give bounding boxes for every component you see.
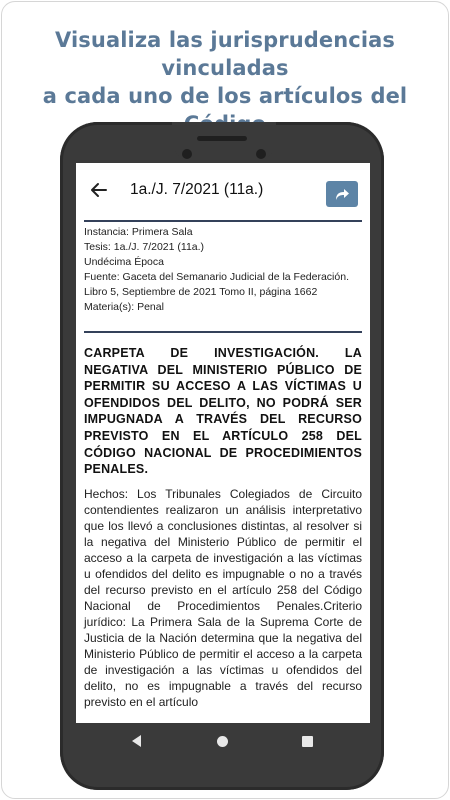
page-title: 1a./J. 7/2021 (11a.)	[130, 181, 264, 198]
back-arrow-icon[interactable]	[88, 179, 110, 201]
thesis-body: Hechos: Los Tribunales Colegiados de Circuito contendientes realizaron un análisis interpretativo que los llevó a conclusiones distintas, al resolver si la negativa del Ministerio Público de permitir el acceso a la carpeta de investigación a las víctimas u ofendidos del delito es impugnable o no a través del recurso previsto en el artículo 258 del Código Nacional de Procedimientos Penales.Criterio jurídico: La Primera Sala de la Suprema Corte de Justicia de la Nación determina que la negativa del Ministerio Público de permitir el acceso a la carpeta de investigación a las víctimas u ofendidos del delito, no es impugnable a través del recurso previsto en el artículo	[84, 487, 362, 709]
nav-back-triangle-icon[interactable]	[132, 735, 141, 747]
thesis-heading: CARPETA DE INVESTIGACIÓN. LA NEGATIVA DEL MINISTERIO PÚBLICO DE PERMITIR SU ACCESO A LAS VÍCTIMAS U OFENDIDOS DEL DELITO, NO PODRÁ SER IMPUGNADA A TRAVÉS DEL RECURSO PREVISTO EN EL ARTÍCULO 258 DEL CÓDIGO NACIONAL DE PROCEDIMIENTOS PENALES.	[84, 346, 362, 477]
divider-top	[84, 220, 362, 222]
promo-headline-line1: Visualiza las jurisprudencias vinculadas	[55, 28, 395, 80]
meta-epoca: Undécima Época	[84, 256, 164, 268]
nav-home-circle-icon[interactable]	[217, 736, 228, 747]
proximity-sensor-icon	[256, 149, 266, 159]
promo-headline-line2: a cada uno de los artículos del	[42, 84, 408, 108]
meta-fuente: Fuente: Gaceta del Semanario Judicial de la Federación. Libro 5, Septiembre de 2021 Tomo II, página 1662	[84, 271, 349, 298]
thesis-metadata	[84, 225, 362, 315]
front-camera-icon	[182, 149, 192, 159]
speaker-grille	[197, 136, 247, 141]
phone-screen	[76, 163, 370, 723]
meta-instancia: Instancia: Primera Sala	[84, 226, 193, 238]
share-arrow-icon	[334, 186, 350, 202]
meta-materia: Materia(s): Penal	[84, 301, 164, 313]
meta-tesis: Tesis: 1a./J. 7/2021 (11a.)	[84, 241, 205, 253]
share-button[interactable]	[326, 181, 358, 207]
nav-recents-square-icon[interactable]	[302, 736, 313, 747]
app-bar	[76, 163, 370, 219]
divider-bottom	[84, 331, 362, 333]
